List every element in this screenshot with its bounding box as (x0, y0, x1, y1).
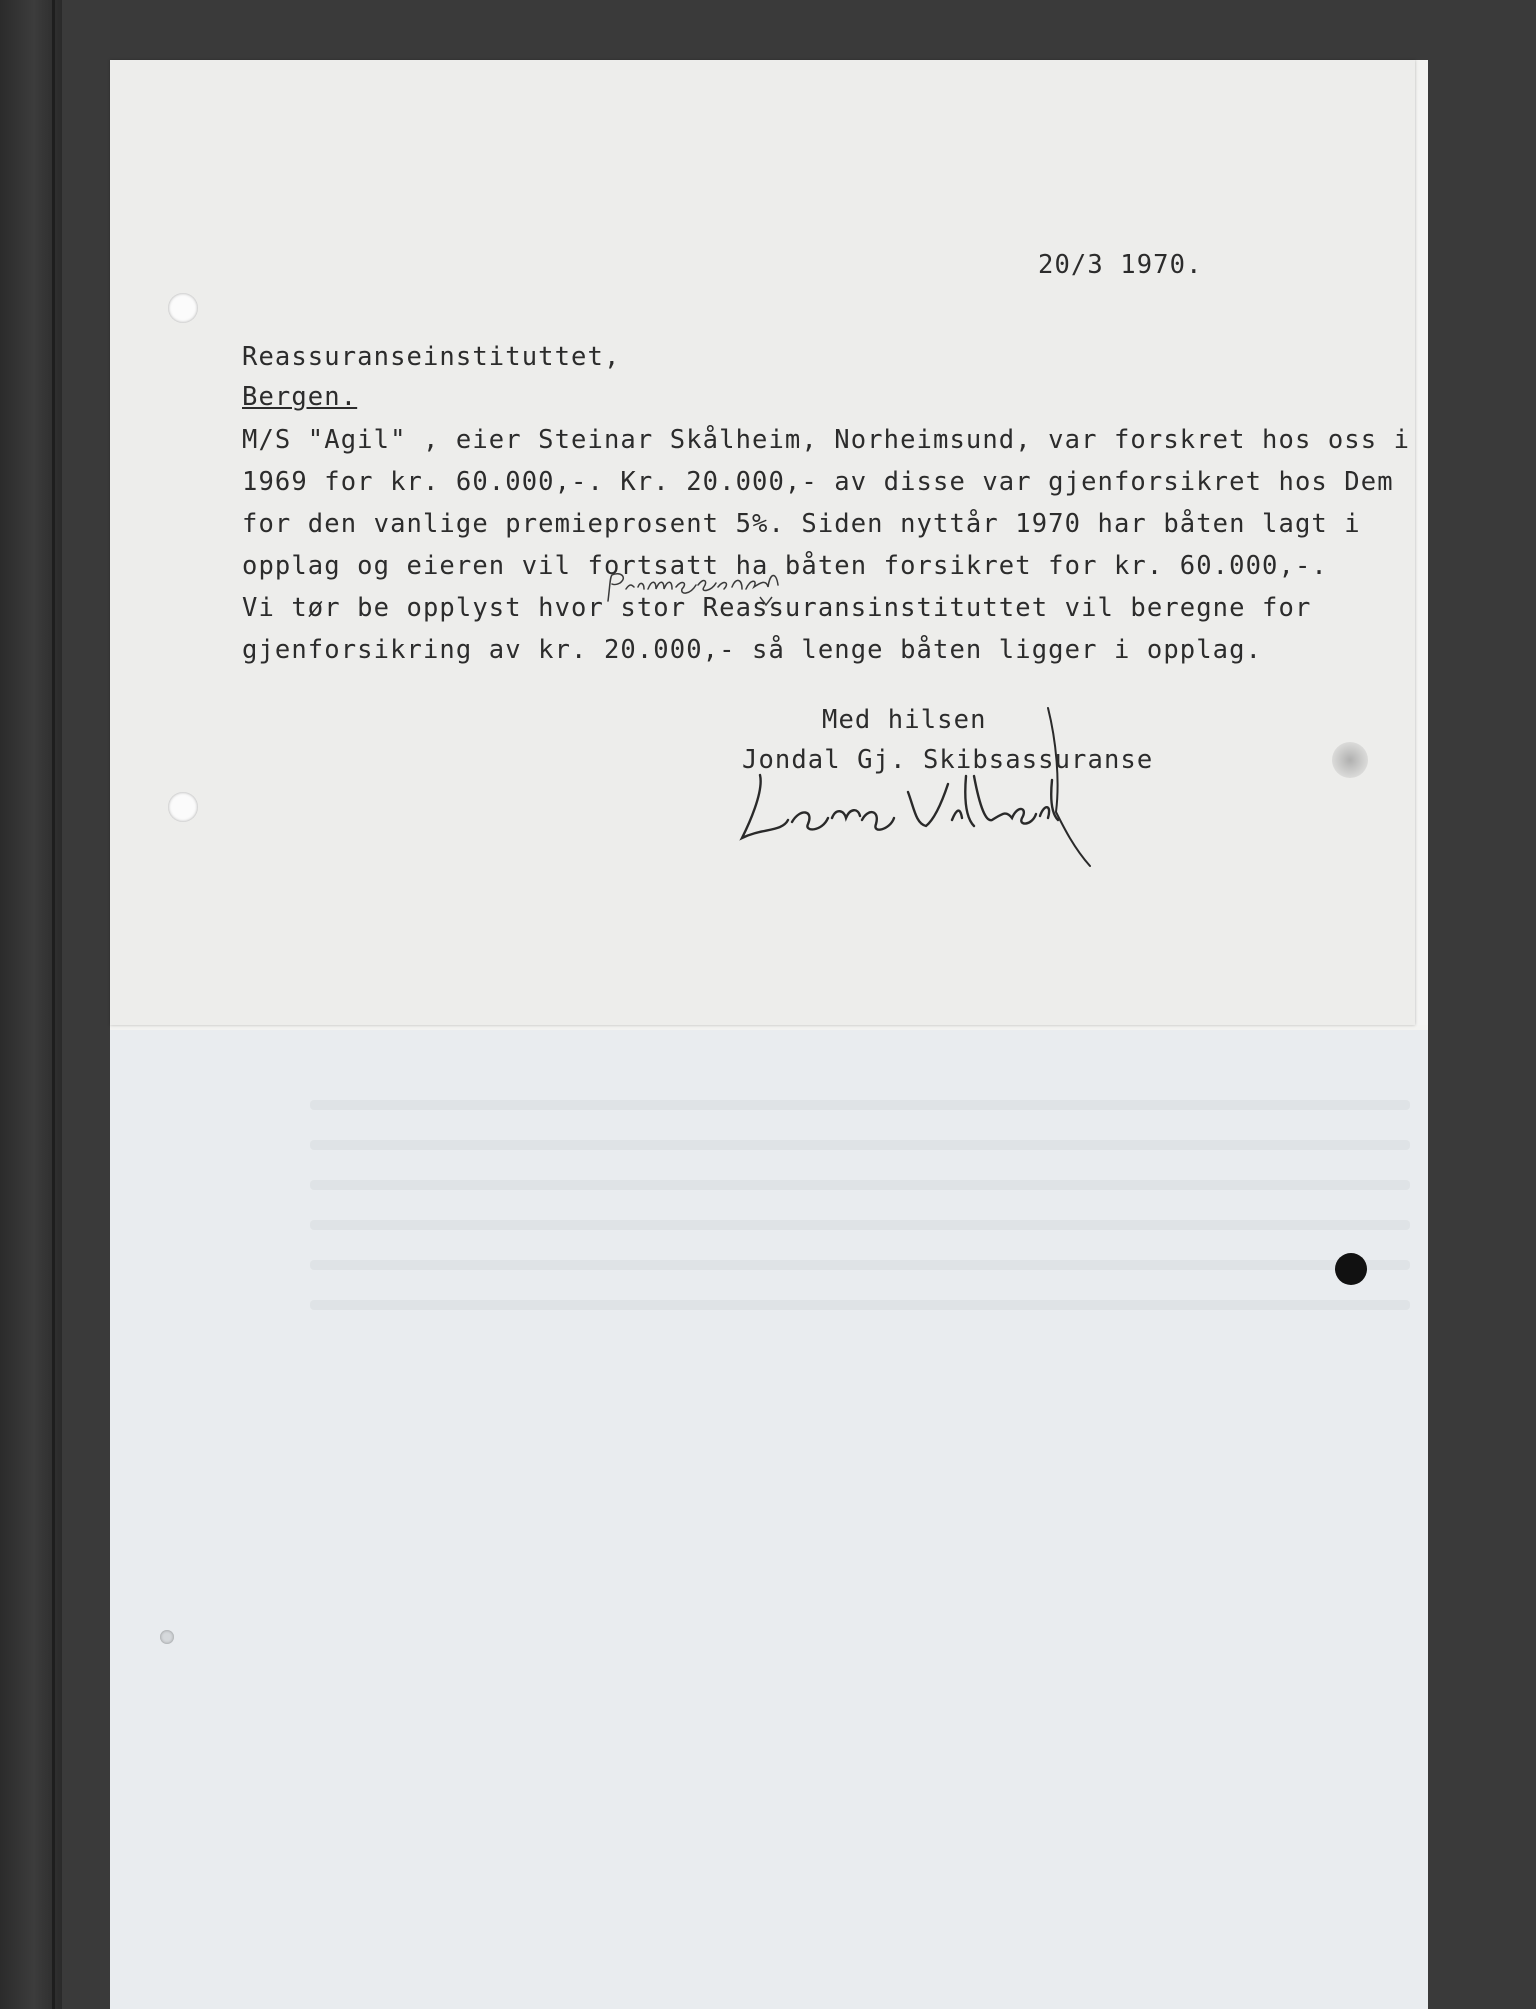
body-line-4: opplag og eieren vil fortsatt ha båten forsikret for kr. 60.000,-. (242, 551, 1328, 581)
letter-sheet (110, 60, 1415, 1025)
punch-hole-dark (1335, 1253, 1367, 1285)
body-line-3: for den vanlige premieprosent 5%. Siden nyttår 1970 har båten lagt i (242, 509, 1361, 539)
recipient-city: Bergen. (242, 382, 358, 412)
letter-date: 20/3 1970. (1038, 250, 1203, 280)
recipient-name: Reassuranseinstituttet, (242, 342, 621, 372)
binder-line (52, 0, 55, 2009)
smudge-mark (1332, 742, 1368, 778)
punch-hole (168, 792, 198, 822)
show-through-text (310, 1300, 1410, 1310)
translucent-sheet (110, 1030, 1428, 2009)
handwritten-insertion (600, 565, 800, 611)
show-through-text (310, 1100, 1410, 1110)
body-line-6: gjenforsikring av kr. 20.000,- så lenge båten ligger i opplag. (242, 635, 1263, 665)
sheet-edge (1415, 90, 1428, 1025)
sender-company: Jondal Gj. Skibsassuranse (742, 745, 1154, 775)
punch-hole (168, 293, 198, 323)
faint-mark (160, 1630, 174, 1644)
show-through-text (310, 1220, 1410, 1230)
show-through-text (310, 1260, 1410, 1270)
closing: Med hilsen (822, 705, 987, 735)
body-line-2: 1969 for kr. 60.000,-. Kr. 20.000,- av disse var gjenforsikret hos Dem (242, 467, 1394, 497)
show-through-text (310, 1180, 1410, 1190)
body-line-5: Vi tør be opplyst hvor stor Reassuransinstituttet vil beregne for (242, 593, 1312, 623)
body-line-1: M/S "Agil" , eier Steinar Skålheim, Norheimsund, var forskret hos oss i (242, 425, 1411, 455)
signature (730, 700, 1110, 870)
show-through-text (310, 1140, 1410, 1150)
